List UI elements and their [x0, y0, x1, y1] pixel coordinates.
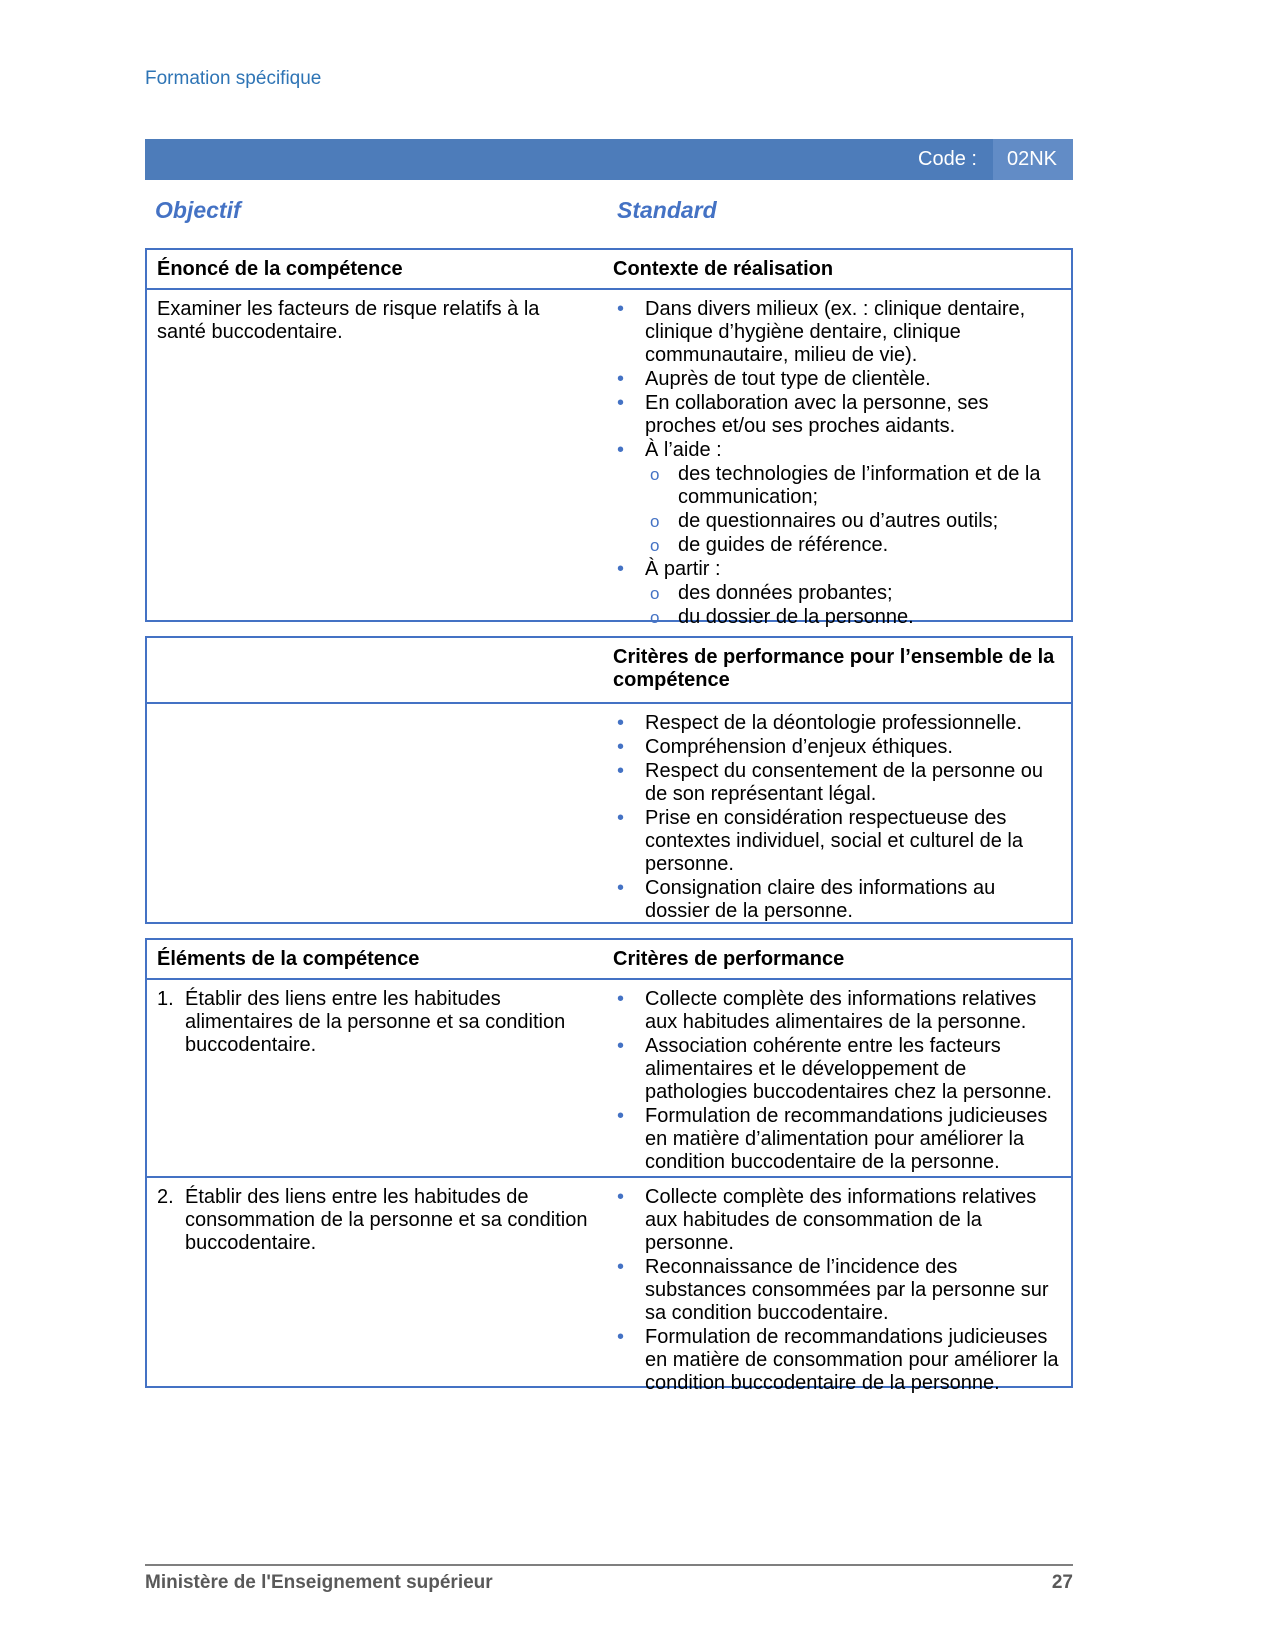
col-header-contexte: Contexte de réalisation	[603, 250, 1071, 290]
criteres-ensemble-list	[603, 704, 1071, 932]
element-cell	[147, 1178, 603, 1404]
element-number: 1.	[157, 988, 174, 1010]
bullet-icon	[617, 392, 645, 438]
bullet-icon	[617, 760, 645, 806]
list-item-text: Prise en considération respectueuse des contextes individuel, social et culturel de la personne.	[645, 807, 1023, 875]
bullet-icon	[617, 1256, 645, 1325]
list-item	[603, 877, 1061, 923]
code-value: 02NK	[993, 139, 1073, 180]
list-item	[603, 712, 1061, 735]
title-objectif: Objectif	[155, 197, 241, 223]
list-item-text: Dans divers milieux (ex. : clinique dentaire, clinique d’hygiène dentaire, clinique communautaire, milieu de vie).	[645, 298, 1026, 366]
list-item-text: Association cohérente entre les facteurs alimentaires et le développement de pathologies buccodentaires chez la personne.	[645, 1035, 1052, 1103]
element-number: 2.	[157, 1186, 174, 1208]
competence-statement: Examiner les facteurs de risque relatifs à la santé buccodentaire.	[157, 298, 540, 343]
footer-ministry: Ministère de l'Enseignement supérieur	[145, 1572, 493, 1593]
table-enonce-contexte	[145, 248, 1073, 628]
list-item	[603, 558, 1061, 581]
bullet-icon	[617, 1105, 645, 1174]
element-text: Établir des liens entre les habitudes de consommation de la personne et sa condition buccodentaire.	[185, 1186, 588, 1254]
table-criteres-ensemble	[145, 636, 1073, 924]
col-header-elements: Éléments de la compétence	[147, 940, 603, 980]
list-item	[603, 760, 1061, 806]
bullet-icon	[617, 439, 645, 462]
col-header-criteres: Critères de performance	[603, 940, 1071, 980]
page-number: 27	[1051, 1572, 1073, 1593]
circle-bullet-icon	[650, 606, 678, 629]
list-item-text: Formulation de recommandations judicieuses en matière d’alimentation pour améliorer la condition buccodentaire de la personne.	[645, 1105, 1048, 1173]
sub-list-item	[603, 463, 1061, 509]
list-item	[603, 392, 1061, 438]
list-item-text: Compréhension d’enjeux éthiques.	[645, 736, 953, 758]
bullet-icon	[617, 877, 645, 923]
list-item-text: Consignation claire des informations au dossier de la personne.	[645, 877, 996, 922]
bullet-icon	[617, 712, 645, 735]
bullet-icon	[617, 1326, 645, 1395]
contexte-list	[603, 290, 1071, 638]
list-item-text: Respect du consentement de la personne ou de son représentant légal.	[645, 760, 1044, 805]
circle-bullet-icon	[650, 582, 678, 605]
bullet-icon	[617, 368, 645, 391]
list-item	[603, 368, 1061, 391]
list-item-text: En collaboration avec la personne, ses proches et/ou ses proches aidants.	[645, 392, 989, 437]
title-standard: Standard	[617, 197, 717, 223]
list-item	[603, 1035, 1061, 1104]
sub-list-item	[603, 510, 1061, 533]
list-item-text: Collecte complète des informations relatives aux habitudes de consommation de la personne.	[645, 1186, 1037, 1254]
list-item-text: Reconnaissance de l’incidence des substances consommées par la personne sur sa condition buccodentaire.	[645, 1256, 1049, 1324]
circle-bullet-icon	[650, 510, 678, 533]
sub-list-item	[603, 582, 1061, 605]
list-item-text: de guides de référence.	[678, 534, 889, 556]
circle-bullet-icon	[650, 463, 678, 509]
list-item-text: Collecte complète des informations relatives aux habitudes alimentaires de la personne.	[645, 988, 1037, 1033]
bullet-icon	[617, 736, 645, 759]
list-item	[603, 1256, 1061, 1325]
code-label: Code :	[918, 148, 977, 170]
bullet-icon	[617, 1186, 645, 1255]
list-item-text: Auprès de tout type de clientèle.	[645, 368, 931, 390]
table-elements-criteres	[145, 938, 1073, 1394]
section-header: Formation spécifique	[145, 68, 322, 89]
bullet-icon	[617, 807, 645, 876]
element-text: Établir des liens entre les habitudes alimentaires de la personne et sa condition buccodentaire.	[185, 988, 566, 1056]
sub-list-item	[603, 534, 1061, 557]
bullet-icon	[617, 558, 645, 581]
list-item-text: de questionnaires ou d’autres outils;	[678, 510, 999, 532]
list-item	[603, 988, 1061, 1034]
list-item	[603, 1186, 1061, 1255]
empty-header-cell	[147, 638, 603, 704]
list-item	[603, 1105, 1061, 1174]
list-item	[603, 439, 1061, 462]
list-item-text: À partir :	[645, 558, 721, 580]
bullet-icon	[617, 988, 645, 1034]
list-item	[603, 1326, 1061, 1395]
col-header-criteres-ensemble: Critères de performance pour l’ensemble de la compétence	[603, 638, 1071, 704]
criteres-list	[603, 980, 1071, 1178]
list-item-text: du dossier de la personne.	[678, 606, 914, 628]
list-item	[603, 736, 1061, 759]
code-bar	[145, 139, 1073, 180]
empty-cell	[147, 704, 603, 932]
footer-divider	[145, 1564, 1073, 1566]
bullet-icon	[617, 298, 645, 367]
criteres-list	[603, 1178, 1071, 1404]
list-item-text: Formulation de recommandations judicieuses en matière de consommation pour améliorer la condition buccodentaire de la personne.	[645, 1326, 1059, 1394]
list-item	[603, 298, 1061, 367]
bullet-icon	[617, 1035, 645, 1104]
circle-bullet-icon	[650, 534, 678, 557]
list-item-text: des technologies de l’information et de la communication;	[678, 463, 1041, 508]
list-item-text: Respect de la déontologie professionnelle.	[645, 712, 1022, 734]
footer	[145, 1572, 1073, 1594]
col-header-enonce: Énoncé de la compétence	[147, 250, 603, 290]
list-item	[603, 807, 1061, 876]
list-item-text: À l’aide :	[645, 439, 722, 461]
element-cell	[147, 980, 603, 1178]
list-item-text: des données probantes;	[678, 582, 893, 604]
sub-list-item	[603, 606, 1061, 629]
